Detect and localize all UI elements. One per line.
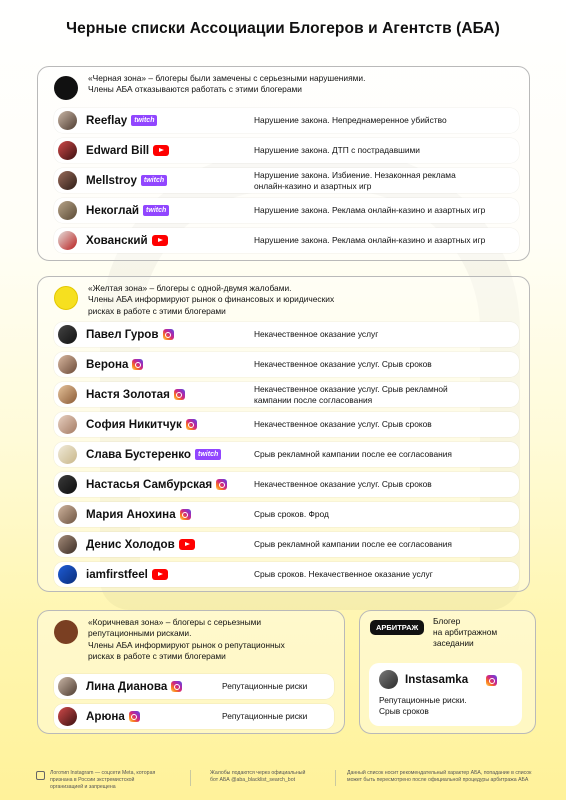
instagram-icon (132, 359, 143, 370)
brown-zone-panel (37, 610, 345, 734)
youtube-icon (153, 145, 169, 156)
instagram-icon (129, 711, 140, 722)
yellow-zone-description: «Желтая зона» – блогеры с одной-двумя жалобами. Члены АБА информируют рынок о финансовых и юридических рисках в работе с этими блогерами (88, 283, 335, 316)
blogger-row[interactable] (54, 562, 519, 587)
instagram-icon (486, 675, 497, 686)
arbitration-blogger-reason: Репутационные риски. Срыв сроков (379, 695, 467, 716)
blogger-row[interactable] (54, 138, 519, 163)
avatar (58, 475, 77, 494)
blogger-row[interactable] (54, 442, 519, 467)
violation-reason: Некачественное оказание услуг. Срыв рекламной кампании после согласования (254, 383, 448, 405)
footer-divider (190, 770, 191, 786)
twitch-icon: twitch (143, 205, 169, 216)
blogger-row[interactable] (54, 532, 519, 557)
blogger-name: Арюна (86, 710, 125, 723)
blogger-row[interactable] (54, 352, 519, 377)
brown-zone-list (54, 674, 334, 734)
violation-reason: Репутационные риски (222, 711, 308, 721)
youtube-icon (152, 235, 168, 246)
violation-reason: Нарушение закона. Избиение. Незаконная реклама онлайн-казино и азартных игр (254, 169, 456, 191)
blogger-name: Reeflay (86, 114, 128, 127)
black-zone-list (54, 108, 519, 258)
instagram-icon (163, 329, 174, 340)
blogger-row[interactable] (54, 502, 519, 527)
avatar (58, 325, 77, 344)
blogger-name: Хованский (86, 234, 148, 247)
avatar (58, 445, 77, 464)
arbitration-badge: АРБИТРАЖ (370, 620, 424, 635)
blogger-row[interactable] (54, 322, 519, 347)
page-title: Черные списки Ассоциации Блогеров и Агентств (АБА) (66, 20, 500, 37)
blogger-row[interactable] (54, 168, 519, 193)
avatar (58, 415, 77, 434)
instagram-outline-icon (36, 771, 45, 780)
violation-reason: Срыв рекламной кампании после ее согласования (254, 539, 452, 549)
brown-zone-dot (54, 620, 78, 644)
blogger-row[interactable] (54, 198, 519, 223)
twitch-icon: twitch (141, 175, 167, 186)
footer-disclaimer: Данный список носит рекомендательный характер АБА, попадание в список может быть пересмотрено после официальной процедуры арбитража АБА (347, 770, 532, 783)
black-zone-panel (37, 66, 530, 261)
blogger-row[interactable] (54, 412, 519, 437)
youtube-icon (152, 569, 168, 580)
violation-reason: Срыв сроков. Фрод (254, 509, 329, 519)
blogger-name: Слава Бустеренко (86, 448, 192, 461)
blogger-row[interactable] (54, 704, 334, 729)
brown-zone-description: «Коричневая зона» – блогеры с серьезными репутационными рисками. Члены АБА информируют рынок о репутационных рисках в работе с этими блогерами (88, 617, 285, 661)
avatar (58, 111, 77, 130)
black-zone-description: «Черная зона» – блогеры были замечены с серьезными нарушениями. Члены АБА отказываются работать с этими блогерами (88, 73, 366, 95)
twitch-icon: twitch (195, 449, 221, 460)
instagram-icon (186, 419, 197, 430)
blogger-name: iamfirstfeel (86, 568, 148, 581)
avatar (58, 535, 77, 554)
avatar (58, 385, 77, 404)
yellow-zone-panel (37, 276, 530, 592)
yellow-zone-list (54, 322, 519, 592)
blogger-name: Edward Bill (86, 144, 150, 157)
avatar (58, 231, 77, 250)
violation-reason: Нарушение закона. Непреднамеренное убийство (254, 115, 447, 125)
yellow-zone-dot (54, 286, 78, 310)
twitch-icon: twitch (131, 115, 157, 126)
avatar (58, 707, 77, 726)
violation-reason: Срыв рекламной кампании после ее согласования (254, 449, 452, 459)
blogger-row[interactable] (54, 228, 519, 253)
blogger-name: Денис Холодов (86, 538, 175, 551)
violation-reason: Нарушение закона. Реклама онлайн-казино и азартных игр (254, 235, 486, 245)
avatar (58, 505, 77, 524)
blogger-name: Мария Анохина (86, 508, 176, 521)
violation-reason: Некачественное оказание услуг. Срыв сроков (254, 479, 432, 489)
youtube-icon (179, 539, 195, 550)
violation-reason: Некачественное оказание услуг. Срыв сроков (254, 419, 432, 429)
instagram-icon (174, 389, 185, 400)
footer-bot-note: Жалобы подаются через официальный бот АБА @aba_blacklist_search_bot (210, 770, 306, 783)
avatar (58, 355, 77, 374)
avatar (58, 171, 77, 190)
arbitration-blogger-card[interactable] (369, 663, 522, 726)
footer-divider (335, 770, 336, 786)
violation-reason: Нарушение закона. ДТП с пострадавшими (254, 145, 420, 155)
blogger-name: Некоглай (86, 204, 140, 217)
blogger-row[interactable] (54, 674, 334, 699)
instagram-icon (180, 509, 191, 520)
black-zone-dot (54, 76, 78, 100)
blogger-name: Павел Гуров (86, 328, 159, 341)
instagram-icon (171, 681, 182, 692)
blogger-name: Mellstroy (86, 174, 137, 187)
avatar (379, 670, 398, 689)
blogger-name: Настасья Самбурская (86, 478, 213, 491)
blogger-row[interactable] (54, 382, 519, 407)
blogger-name: Верона (86, 358, 129, 371)
violation-reason: Некачественное оказание услуг. Срыв сроков (254, 359, 432, 369)
violation-reason: Некачественное оказание услуг (254, 329, 379, 339)
blogger-name: Лина Дианова (86, 680, 168, 693)
avatar (58, 141, 77, 160)
blogger-row[interactable] (54, 472, 519, 497)
instagram-icon (216, 479, 227, 490)
arbitration-blogger-name: Instasamka (405, 673, 469, 686)
violation-reason: Срыв сроков. Некачественное оказание услуг (254, 569, 433, 579)
footer-instagram-note: Логотип Instagram — соцсети Meta, которая признана в России экстремистской организацией и запрещена (50, 770, 156, 790)
violation-reason: Нарушение закона. Реклама онлайн-казино и азартных игр (254, 205, 486, 215)
arbitration-caption: Блогер на арбитражном заседании (433, 616, 498, 648)
avatar (58, 565, 77, 584)
blogger-name: София Никитчук (86, 418, 182, 431)
violation-reason: Репутационные риски (222, 681, 308, 691)
arbitration-panel (359, 610, 536, 734)
blogger-name: Настя Золотая (86, 388, 170, 401)
avatar (58, 677, 77, 696)
blogger-row[interactable] (54, 108, 519, 133)
avatar (58, 201, 77, 220)
